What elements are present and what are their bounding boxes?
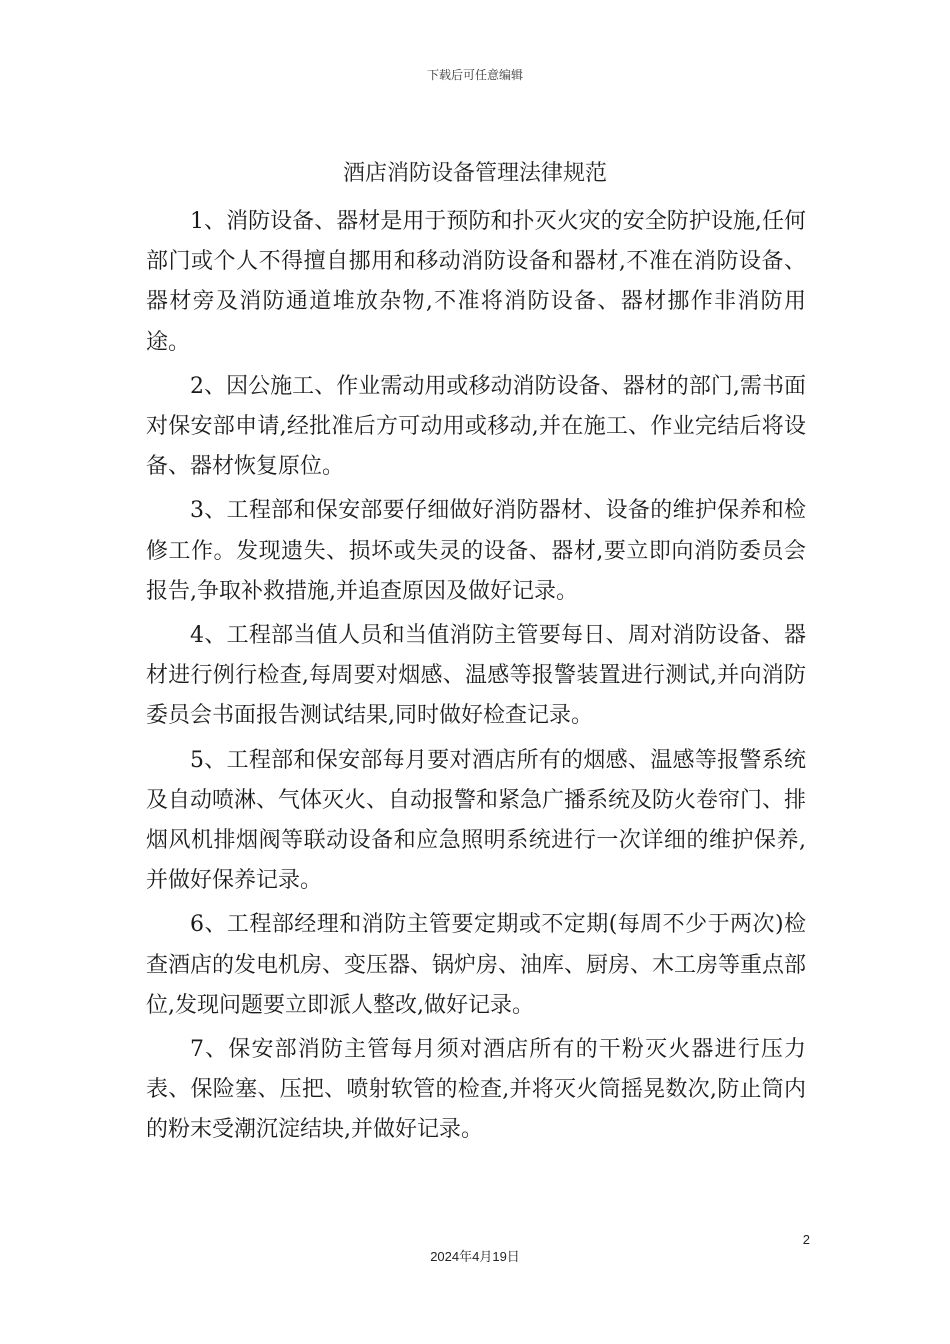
header-note: 下载后可任意编辑 xyxy=(426,68,523,82)
paragraph-6: 6、工程部经理和消防主管要定期或不定期(每周不少于两次)检查酒店的发电机房、变压器、锅炉房、油库、厨房、木工房等重点部位,发现问题要立即派人整改,做好记录。 xyxy=(146,912,807,1018)
paragraph-7: 7、保安部消防主管每月须对酒店所有的干粉灭火器进行压力表、保险塞、压把、喷射软管的检查,并将灭火筒摇晃数次,防止筒内的粉末受潮沉淀结块,并做好记录。 xyxy=(146,1037,806,1143)
paragraph-1: 1、消防设备、器材是用于预防和扑灭火灾的安全防护设施,任何部门或个人不得擅自挪用和移动消防设备和器材,不准在消防设备、器材旁及消防通道堆放杂物,不准将消防设备、器材挪作非消防用途。 xyxy=(146,209,806,355)
footer-date: 2024年4月19日 xyxy=(430,1249,520,1264)
paragraph-2: 2、因公施工、作业需动用或移动消防设备、器材的部门,需书面对保安部申请,经批准后方可动用或移动,并在施工、作业完结后将设备、器材恢复原位。 xyxy=(146,373,806,480)
paragraph-5: 5、工程部和保安部每月要对酒店所有的烟感、温感等报警系统及自动喷淋、气体灭火、自动报警和紧急广播系统及防火卷帘门、排烟风机排烟阀等联动设备和应急照明系统进行一次详细的维护保养,并做好保养记录。 xyxy=(146,747,807,894)
paragraph-3: 3、工程部和保安部要仔细做好消防器材、设备的维护保养和检修工作。发现遗失、损坏或失灵的设备、器材,要立即向消防委员会报告,争取补救措施,并追查原因及做好记录。 xyxy=(146,498,806,604)
document-body xyxy=(146,202,806,1155)
page-number: 2 xyxy=(802,1232,810,1247)
document-title: 酒店消防设备管理法律规范 xyxy=(342,161,607,186)
paragraph-4: 4、工程部当值人员和当值消防主管要每日、周对消防设备、器材进行例行检查,每周要对烟感、温感等报警装置进行测试,并向消防委员会书面报告测试结果,同时做好检查记录。 xyxy=(146,623,806,729)
